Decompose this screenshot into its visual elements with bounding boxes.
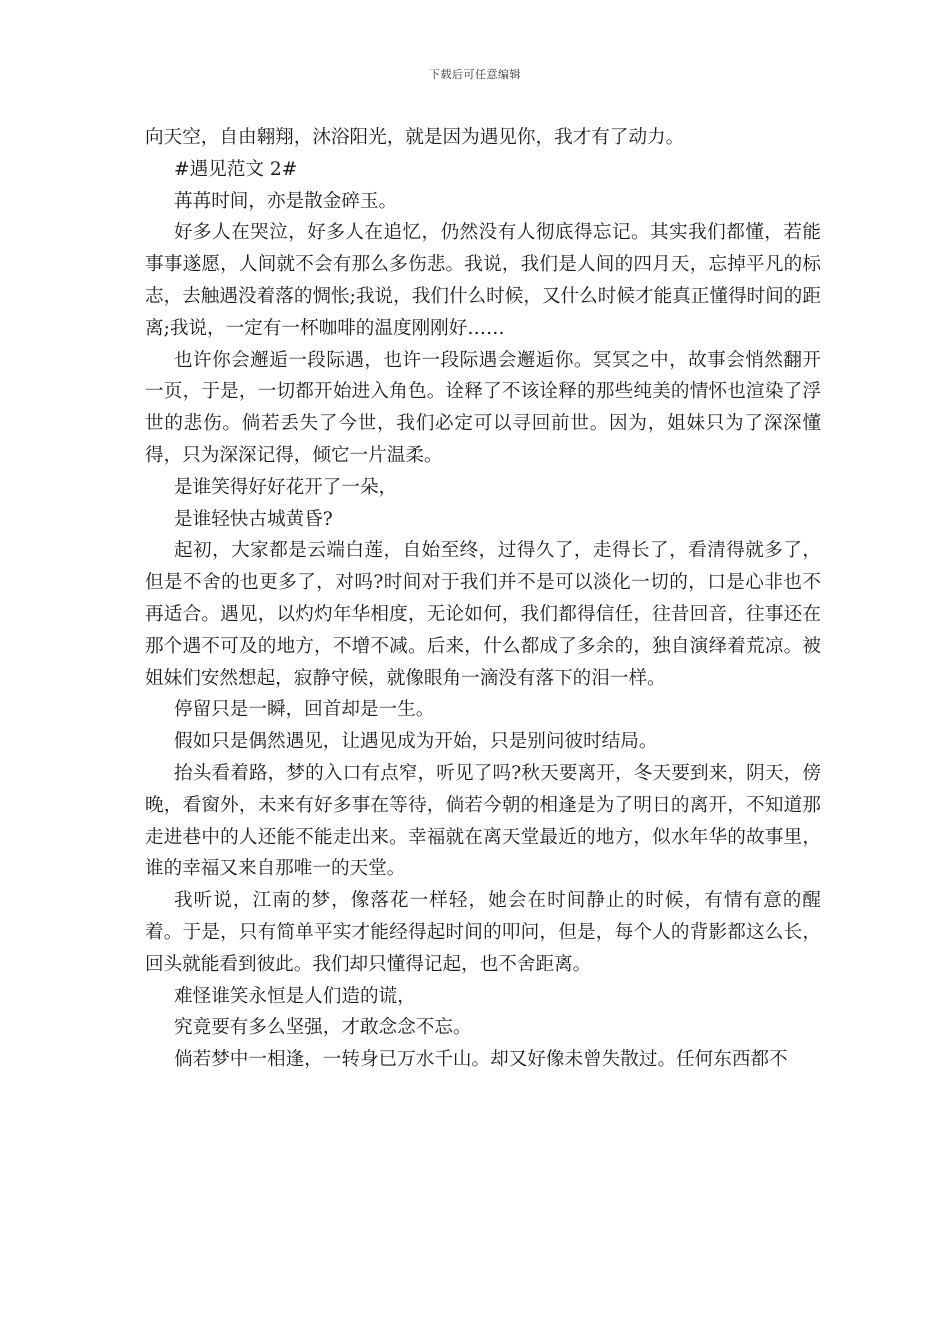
paragraph: 起初，大家都是云端白莲，自始至终，过得久了，走得长了，看清得就多了，但是不舍的也更多了，对吗?时间对于我们并不是可以淡化一切的，口是心非也不再适合。遇见，以灼灼年华相度，无论如何，我们都得信任，往昔回音，往事还在那个遇不可及的地方，不增不减。后来，什么都成了多余的，独自演绎着荒凉。被姐妹们安然想起，寂静守候，就像眼角一滴没有落下的泪一样。 bbox=[145, 540, 821, 689]
paragraph: 难怪谁笑永恒是人们造的谎， bbox=[174, 985, 416, 1007]
paragraph: 我听说，江南的梦，像落花一样轻，她会在时间静止的时候，有情有意的醒着。于是，只有简单平实才能经得起时间的叩问，但是，每个人的背影都这么长，回头就能看到彼此。我们却只懂得记起，也不舍距离。 bbox=[145, 890, 821, 975]
page-header-note: 下载后可任意编辑 bbox=[429, 68, 521, 81]
paragraph: 好多人在哭泣，好多人在追忆，仍然没有人彻底得忘记。其实我们都懂，若能事事遂愿，人间就不会有那么多伤悲。我说，我们是人间的四月天，忘掉平凡的标志，去触遇没着落的惆怅;我说，我们什么时候，又什么时候才能真正懂得时间的距离;我说，一定有一杯咖啡的温度刚刚好…… bbox=[145, 222, 821, 339]
document-body bbox=[145, 122, 821, 1076]
paragraph: 倘若梦中一相逢，一转身已万水千山。却又好像未曾失散过。任何东西都不 bbox=[174, 1049, 788, 1071]
paragraph: 也许你会邂逅一段际遇，也许一段际遇会邂逅你。冥冥之中，故事会悄然翻开一页，于是，一切都开始进入角色。诠释了不该诠释的那些纯美的情怀也渲染了浮世的悲伤。倘若丢失了今世，我们必定可以寻回前世。因为，姐妹只为了深深懂得，只为深深记得，倾它一片温柔。 bbox=[145, 349, 821, 466]
paragraph: 是谁笑得好好花开了一朵， bbox=[174, 476, 398, 498]
paragraph: 向天空，自由翱翔，沐浴阳光，就是因为遇见你，我才有了动力。 bbox=[145, 127, 685, 148]
paragraph: 假如只是偶然遇见，让遇见成为开始，只是别问彼时结局。 bbox=[174, 731, 658, 753]
paragraph: 抬头看着路，梦的入口有点窄，听见了吗?秋天要离开，冬天要到来，阴天，傍晚，看窗外，未来有好多事在等待，倘若今朝的相逢是为了明日的离开，不知道那走进巷中的人还能不能走出来。幸福就在离天堂最近的地方，似水年华的故事里，谁的幸福又来自那唯一的天堂。 bbox=[145, 762, 821, 880]
paragraph: 是谁轻快古城黄昏? bbox=[174, 508, 333, 530]
paragraph: #遇见范文 2# bbox=[174, 158, 298, 180]
paragraph: 停留只是一瞬，回首却是一生。 bbox=[174, 699, 435, 721]
paragraph: 苒苒时间，亦是散金碎玉。 bbox=[174, 190, 398, 212]
paragraph: 究竟要有多么坚强，才敢念念不忘。 bbox=[174, 1017, 472, 1039]
